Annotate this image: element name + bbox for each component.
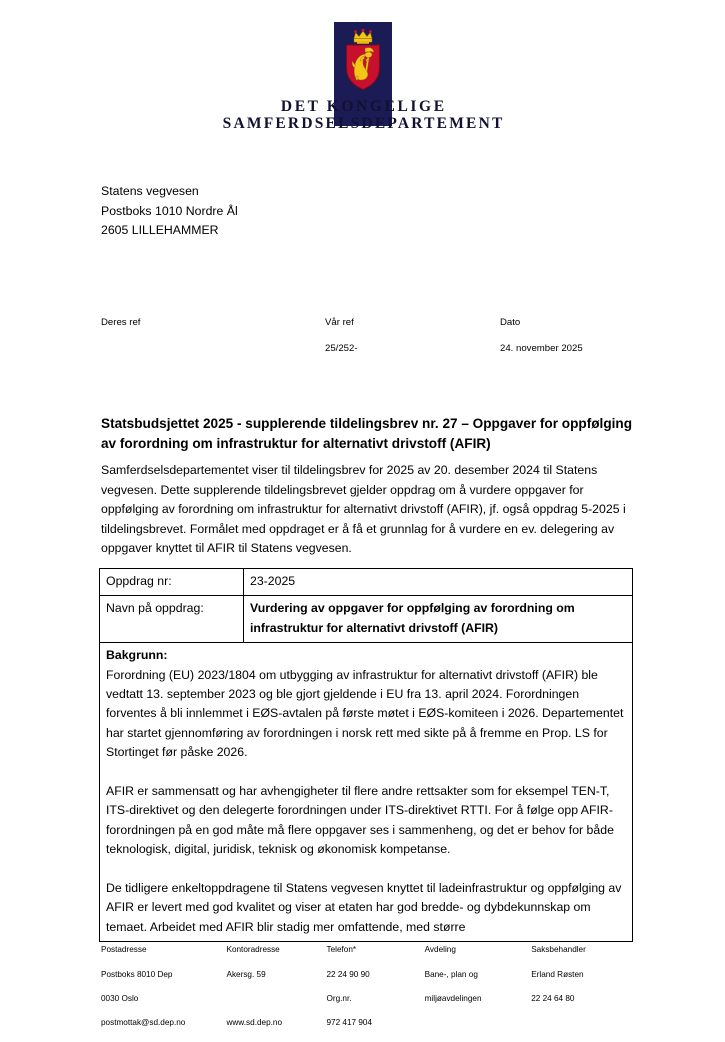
navn-pa-oppdrag-value: Vurdering av oppgaver for oppfølging av forordning om infrastruktur for alternativt drivstoff (AFIR)	[244, 596, 633, 643]
norwegian-coat-of-arms-icon	[341, 26, 385, 92]
recipient-city: 2605 LILLEHAMMER	[101, 223, 219, 237]
assignment-table	[99, 568, 633, 942]
department-name-line1: DET KONGELIGE	[280, 98, 447, 115]
deres-ref-label: Deres ref	[101, 317, 141, 328]
footer-spacer	[226, 993, 326, 1005]
recipient-street: Postboks 1010 Nordre Ål	[101, 203, 238, 218]
var-ref-label: Vår ref	[325, 317, 354, 328]
footer-kontoradresse-head: Kontoradresse	[226, 945, 280, 955]
footer-website: www.sd.dep.no	[226, 1018, 283, 1028]
footer-avdeling-line1: Bane-, plan og	[424, 969, 478, 979]
footer-saksbehandler-phone: 22 24 64 80	[531, 994, 575, 1004]
footer-postadresse-head: Postadresse	[101, 945, 147, 955]
bakgrunn-cell	[100, 643, 633, 942]
footer-telefon-head: Telefon*	[326, 945, 357, 955]
var-ref-column	[325, 317, 500, 354]
deres-ref-column	[101, 317, 325, 354]
document-title: Statsbudsjettet 2025 - supplerende tildelingsbrev nr. 27 – Oppgaver for oppfølging av forordning om infrastruktur for alternativt drivstoff (AFIR)	[101, 416, 633, 451]
page-footer	[101, 932, 635, 1042]
footer-column-telefon	[326, 932, 424, 1042]
var-ref-value: 25/252-	[325, 343, 358, 354]
oppdrag-nr-value: 23-2025	[244, 569, 633, 596]
bakgrunn-paragraph-3: De tidligere enkeltoppdragene til Statens vegvesen knyttet til ladeinfrastruktur og oppfølging av AFIR er levert med god kvalitet og viser at etaten har god bredde- og dybdekunnskap om temaet. Arbeidet med AFIR blir stadig mer omfattende, med større	[106, 881, 622, 934]
recipient-name: Statens vegvesen	[101, 184, 199, 198]
bakgrunn-paragraph-1: Forordning (EU) 2023/1804 om utbygging av infrastruktur for alternativt drivstoff (AFIR) ble vedtatt 13. september 2023 og ble gjort gjeldende i EU fra 13. april 2024. Forordningen forventes å bli innlemmet i EØS-avtalen på første møtet i EØS-komiteen i 2026. Departementet har startet gjennomføring av forordningen i norsk rett med sikte på å fremme en Prop. LS for Stortinget før påske 2026.	[106, 667, 624, 760]
footer-kontoradresse-line1: Akersg. 59	[226, 969, 266, 979]
footer-saksbehandler-head: Saksbehandler	[531, 945, 586, 955]
dato-value: 24. november 2025	[500, 343, 583, 354]
table-row	[100, 596, 633, 643]
recipient-address-block	[101, 182, 238, 241]
table-row	[100, 569, 633, 596]
footer-telefon-number: 22 24 90 90	[326, 969, 370, 979]
footer-saksbehandler-name: Erland Røsten	[531, 969, 584, 979]
intro-paragraph: Samferdselsdepartementet viser til tildelingsbrev for 2025 av 20. desember 2024 til Statens vegvesen. Dette supplerende tildelingsbrevet gjelder oppdrag om å vurdere oppgaver for oppfølging av forordning om infrastruktur for alternativt drivstoff (AFIR), jf. også oppdrag 5-2025 i tildelingsbrevet. Formålet med oppdraget er å få et grunnlag for å vurdere en ev. delegering av oppgaver knyttet til AFIR til Statens vegvesen.	[101, 463, 626, 556]
dato-label: Dato	[500, 317, 521, 328]
footer-postadresse-email: postmottak@sd.dep.no	[101, 1018, 186, 1028]
department-name	[220, 98, 504, 133]
paragraph-spacer	[106, 763, 626, 782]
footer-orgnr-head: Org.nr.	[326, 994, 352, 1004]
paragraph-spacer	[106, 860, 626, 879]
footer-avdeling-head: Avdeling	[424, 945, 456, 955]
dato-column	[500, 317, 631, 354]
footer-column-avdeling	[425, 932, 532, 1042]
department-name-line2: SAMFERDSELSDEPARTEMENT	[222, 115, 505, 133]
reference-row	[101, 317, 631, 354]
navn-pa-oppdrag-label: Navn på oppdrag:	[100, 596, 244, 643]
footer-orgnr-number: 972 417 904	[326, 1018, 373, 1028]
footer-column-kontoradresse	[226, 932, 326, 1042]
footer-postadresse-line1: Postboks 8010 Dep	[101, 969, 173, 979]
footer-column-postadresse	[101, 932, 226, 1042]
footer-postadresse-line2: 0030 Oslo	[101, 994, 139, 1004]
footer-column-saksbehandler	[531, 932, 635, 1042]
coat-of-arms	[322, 22, 404, 92]
letterhead	[0, 22, 725, 133]
table-row	[100, 643, 633, 942]
oppdrag-nr-label: Oppdrag nr:	[100, 569, 244, 596]
bakgrunn-paragraph-2: AFIR er sammensatt og har avhengigheter til flere andre rettsakter som for eksempel TEN-T, ITS-direktivet og den delegerte forordningen under ITS-direktivet RTTI. For å følge opp AFIR-forordningen på en god måte må flere oppgaver ses i sammenheng, og det er behov for både teknologisk, digital, juridisk, teknisk og økonomisk kompetanse.	[106, 784, 614, 857]
footer-avdeling-line2: miljøavdelingen	[424, 994, 482, 1004]
bakgrunn-title: Bakgrunn:	[106, 648, 168, 663]
